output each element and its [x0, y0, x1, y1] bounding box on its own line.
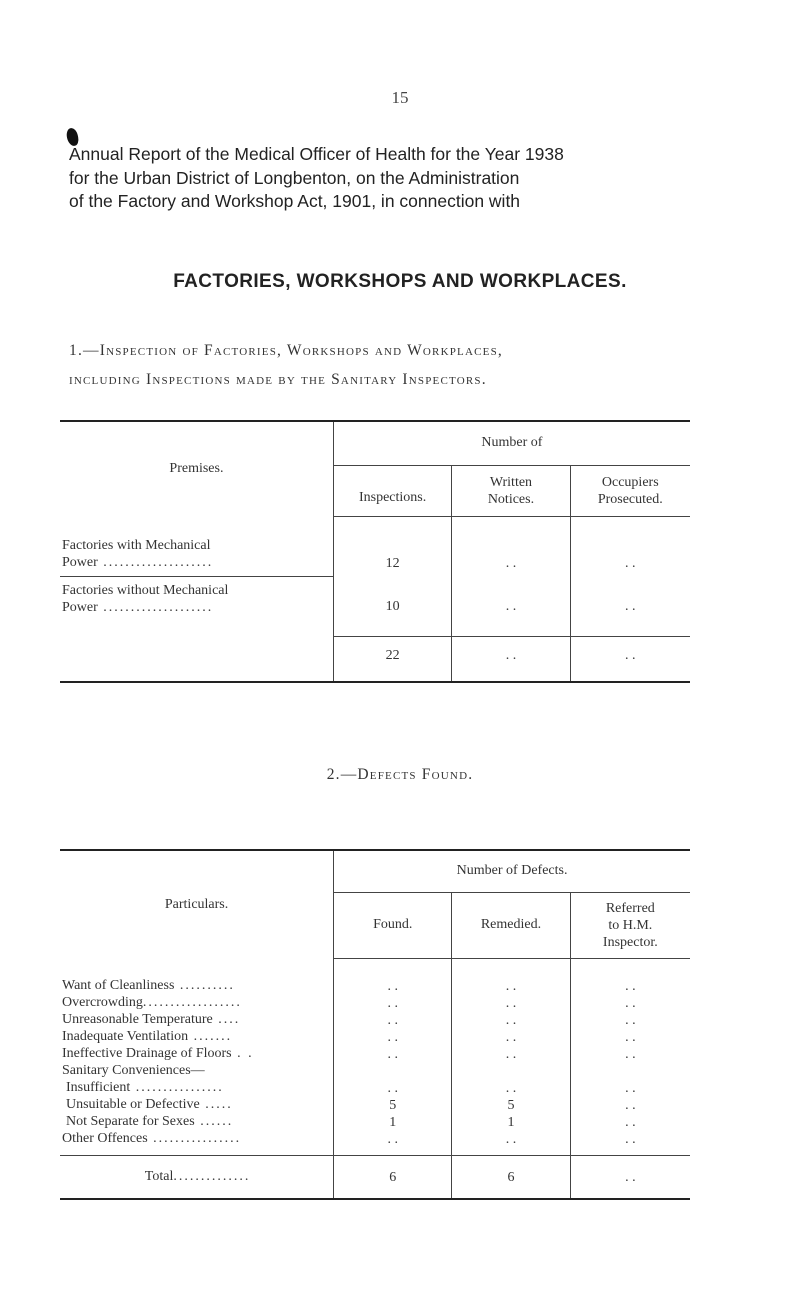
list-item: Want of Cleanliness .......... [62, 978, 235, 993]
header-remedied: Remedied. [452, 892, 570, 958]
header-found: Found. [334, 892, 452, 958]
list-item: Insufficient ................ [66, 1080, 224, 1095]
inspections-table [60, 420, 690, 683]
header-written-notices-line-1: Written [489, 474, 533, 490]
list-item: Overcrowding.................. [62, 995, 242, 1010]
total-label-cell: Total.............. [144, 1169, 251, 1184]
row-label-cell: Factories with Mechanical Power .................... [60, 516, 333, 576]
list-item: Inadequate Ventilation ....... [62, 1029, 233, 1044]
header-inspections: Inspections. [333, 465, 451, 516]
header-number-of-defects: Number of Defects. [334, 850, 690, 892]
total-row [60, 636, 690, 682]
referred-column: . . . . . . . . . . . . . . . . . . [570, 958, 690, 1156]
header-written-notices-line-2: Notices. [487, 491, 535, 507]
remedied-column: . . . . . . . . . . . . 5 1 . . [452, 958, 570, 1156]
row-label: Factories without Mechanical [62, 582, 229, 598]
notices-value: . . [505, 599, 517, 614]
prosecuted-value: . . [625, 555, 636, 571]
notices-value: . . [505, 555, 517, 571]
heading-line-2: for the Urban District of Longbenton, on the Administration [69, 167, 520, 188]
inspections-value: 10 [385, 599, 400, 614]
list-item: Sanitary Conveniences— [62, 1063, 205, 1078]
row-label: Factories with Mechanical [62, 538, 211, 553]
list-item: Not Separate for Sexes ...... [66, 1114, 234, 1129]
prosecuted-value: . . [625, 599, 636, 614]
page-number: 15 [391, 88, 409, 107]
header-occupiers-prosecuted-line-1: Occupiers [601, 474, 659, 490]
row-label-cont: Power [62, 555, 98, 570]
list-item: Unreasonable Temperature .... [62, 1012, 241, 1027]
header-referred-line-1: Referred [605, 900, 655, 916]
header-written-notices [452, 465, 570, 516]
defects-table [60, 849, 690, 1200]
header-occupiers-prosecuted-line-2: Prosecuted. [597, 491, 663, 507]
heading-line-3: of the Factory and Workshop Act, 1901, in connection with [69, 191, 521, 211]
header-referred [570, 892, 690, 958]
total-prosecuted: . . [625, 647, 636, 663]
total-label: Total [144, 1169, 174, 1184]
header-referred-line-2: to H.M. [608, 917, 653, 933]
total-notices: . . [505, 647, 517, 663]
row-label-cell: Factories without Mechanical Power .................... [60, 576, 333, 636]
header-referred-line-3: Inspector. [602, 934, 658, 950]
section-1-title [69, 336, 749, 394]
total-found: 6 [389, 1170, 397, 1185]
total-row [60, 1156, 690, 1199]
header-number-of: Number of [333, 421, 690, 465]
total-inspections: 22 [385, 647, 400, 663]
inspections-value: 12 [385, 555, 400, 571]
table-row [60, 576, 690, 636]
header-occupiers-prosecuted [570, 465, 690, 516]
report-heading [69, 143, 729, 214]
section-2-title: 2.—Defects Found. [326, 766, 474, 783]
section-subheading: FACTORIES, WORKSHOPS AND WORKPLACES. [173, 271, 627, 292]
header-premises: Premises. [169, 461, 224, 476]
list-item: Other Offences ................ [62, 1131, 242, 1146]
row-label-cont: Power [62, 599, 98, 615]
table-row [60, 516, 690, 576]
section-1-title-line-2: including Inspections made by the Sanitary Inspectors. [69, 371, 487, 388]
total-remedied: 6 [507, 1170, 515, 1185]
total-referred: . . [625, 1170, 636, 1185]
found-column: . . . . . . . . . . . . 5 1 . . [334, 958, 452, 1156]
defects-body [60, 958, 690, 1156]
list-item: Ineffective Drainage of Floors . . [62, 1046, 254, 1061]
heading-line-1: Annual Report of the Medical Officer of Health for the Year 1938 [69, 144, 564, 164]
defect-labels [60, 958, 334, 1156]
header-particulars: Particulars. [164, 896, 229, 912]
section-1-title-line-1: 1.—Inspection of Factories, Workshops and Workplaces, [69, 342, 503, 359]
list-item: Unsuitable or Defective ..... [66, 1097, 233, 1112]
